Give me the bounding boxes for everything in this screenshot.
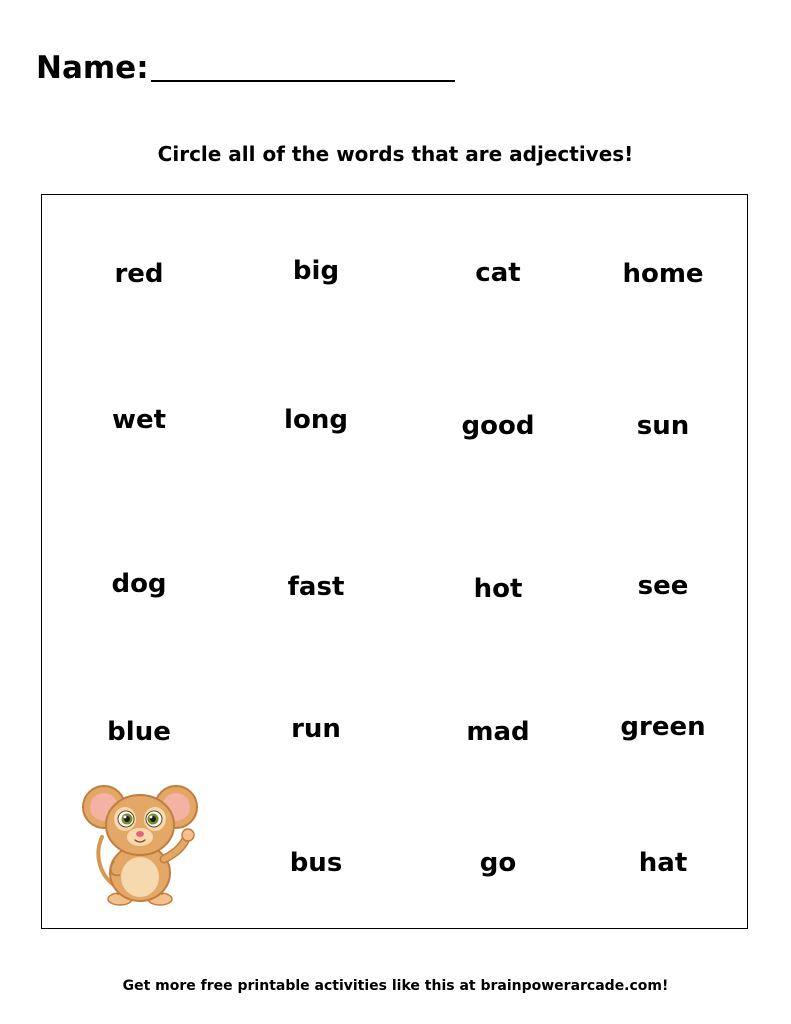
mouse-icon [80, 777, 200, 911]
word-item[interactable]: good [461, 411, 535, 441]
word-item[interactable]: wet [111, 405, 167, 435]
name-row [36, 48, 455, 88]
word-item[interactable]: mad [466, 717, 530, 747]
word-item[interactable]: big [292, 256, 340, 286]
instructions: Circle all of the words that are adjectives! [157, 142, 634, 166]
word-item[interactable]: sun [636, 411, 690, 441]
word-item[interactable]: fast [287, 572, 345, 602]
word-item[interactable]: long [284, 405, 348, 435]
word-item[interactable]: hat [638, 848, 688, 878]
word-item[interactable]: hot [473, 574, 523, 604]
word-item[interactable]: cat [475, 258, 521, 288]
name-label: Name: [36, 50, 149, 86]
word-item[interactable]: red [114, 259, 164, 289]
word-item[interactable]: see [637, 571, 689, 601]
word-item[interactable]: bus [289, 848, 343, 878]
word-item[interactable]: green [620, 712, 706, 742]
footer-text: Get more free printable activities like this at brainpowerarcade.com! [122, 978, 669, 994]
word-item[interactable]: dog [111, 569, 167, 599]
word-item[interactable]: run [291, 714, 341, 744]
word-item[interactable]: home [622, 259, 704, 289]
word-item[interactable]: blue [107, 717, 171, 747]
word-item[interactable]: go [479, 848, 517, 878]
name-write-line[interactable] [151, 50, 455, 82]
word-box [41, 194, 748, 929]
